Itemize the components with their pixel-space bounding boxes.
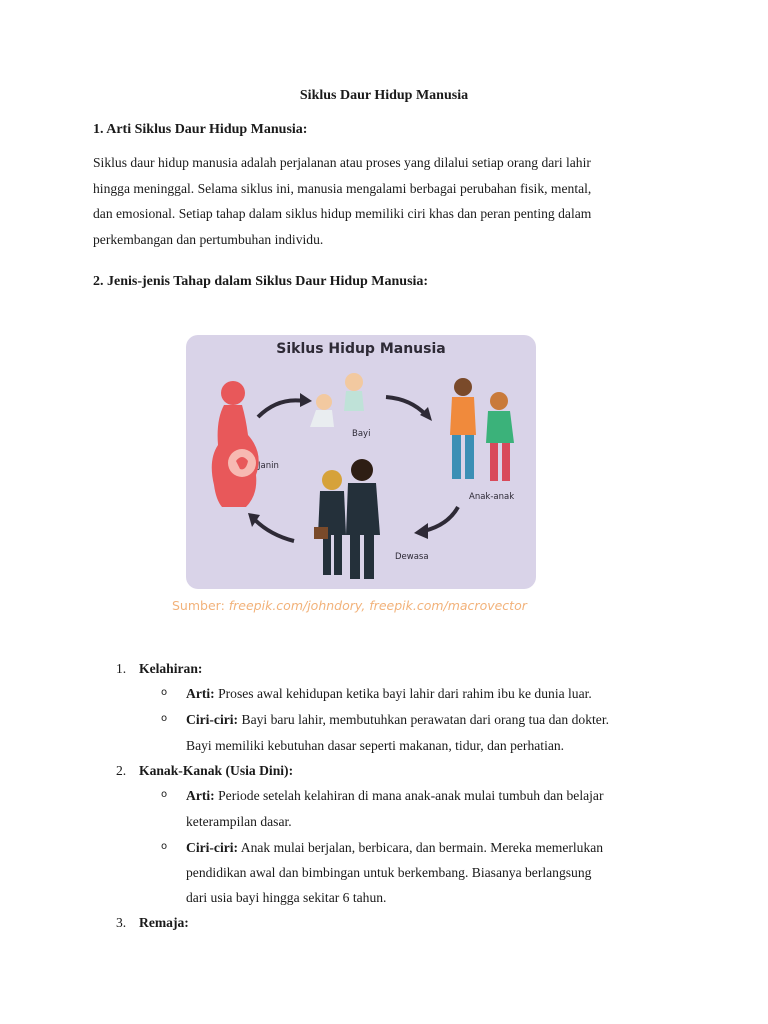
caption-prefix: Sumber:: [172, 598, 229, 613]
section-1-paragraph: [93, 150, 683, 253]
infographic-illustration: [186, 335, 536, 589]
arrow-icon: [254, 519, 294, 541]
sub-item-text: Bayi baru lahir, membutuhkan perawatan dari orang tua dan dokter.: [241, 712, 609, 727]
bullet-icon: o: [161, 789, 168, 800]
list-number: 1.: [116, 661, 127, 676]
label-dewasa: Dewasa: [395, 552, 429, 562]
arrow-head-icon: [300, 393, 312, 407]
sub-item-text: Periode setelah kelahiran di mana anak-anak mulai tumbuh dan belajar: [218, 788, 604, 803]
list-label: Kelahiran:: [139, 661, 203, 676]
teenagers-illustration: [450, 378, 514, 481]
adults-illustration: [314, 459, 380, 579]
section-1-heading: 1. Arti Siklus Daur Hidup Manusia:: [93, 122, 308, 137]
sub-item-key: Arti:: [186, 686, 215, 701]
sub-item-key: Arti:: [186, 788, 215, 803]
sub-item-key: Ciri-ciri:: [186, 840, 239, 855]
sub-item-text: keterampilan dasar.: [186, 814, 292, 829]
life-cycle-infographic: [186, 335, 536, 589]
paragraph-line: perkembangan dan pertumbuhan individu.: [93, 232, 324, 248]
sub-item-key: Ciri-ciri:: [186, 712, 239, 727]
babies-illustration: [310, 373, 364, 427]
caption-source: freepik.com/johndory, freepik.com/macrovector: [228, 598, 527, 613]
sub-item-text: Anak mulai berjalan, berbicara, dan bermain. Mereka memerlukan: [240, 840, 604, 855]
label-bayi: Bayi: [352, 429, 371, 439]
pregnant-woman-illustration: [212, 381, 259, 507]
paragraph-line: hingga meninggal. Selama siklus ini, manusia mengalami berbagai perubahan fisik, mental,: [93, 180, 592, 196]
bullet-icon: o: [161, 841, 168, 852]
section-2-heading: 2. Jenis-jenis Tahap dalam Siklus Daur Hidup Manusia:: [93, 274, 429, 289]
list-number: 3.: [116, 915, 127, 930]
list-number: 2.: [116, 763, 127, 778]
arrow-head-icon: [414, 523, 428, 539]
list-label: Remaja:: [139, 915, 189, 930]
label-janin: Janin: [258, 461, 279, 471]
infographic-title: Siklus Hidup Manusia: [276, 341, 446, 357]
sub-item-text: pendidikan awal dan bimbingan untuk berkembang. Biasanya berlangsung: [186, 865, 592, 880]
sub-item-text: dari usia bayi hingga sekitar 6 tahun.: [186, 890, 387, 905]
list-label: Kanak-Kanak (Usia Dini):: [139, 763, 294, 778]
bullet-icon: o: [161, 687, 168, 698]
arrow-icon: [386, 397, 426, 415]
paragraph-line: dan emosional. Setiap tahap dalam siklus hidup memiliki ciri khas dan peran penting dalam: [93, 206, 592, 222]
sub-item-text: Proses awal kehidupan ketika bayi lahir dari rahim ibu ke dunia luar.: [218, 686, 592, 701]
label-anak-anak: Anak-anak: [469, 492, 515, 502]
sub-item-text: Bayi memiliki kebutuhan dasar seperti makanan, tidur, dan perhatian.: [186, 738, 565, 753]
arrow-icon: [424, 507, 458, 531]
arrow-icon: [258, 400, 304, 417]
paragraph-line: Siklus daur hidup manusia adalah perjalanan atau proses yang dilalui setiap orang dari lahir: [93, 155, 591, 170]
bullet-icon: o: [161, 713, 168, 724]
document-title: Siklus Daur Hidup Manusia: [299, 88, 469, 103]
